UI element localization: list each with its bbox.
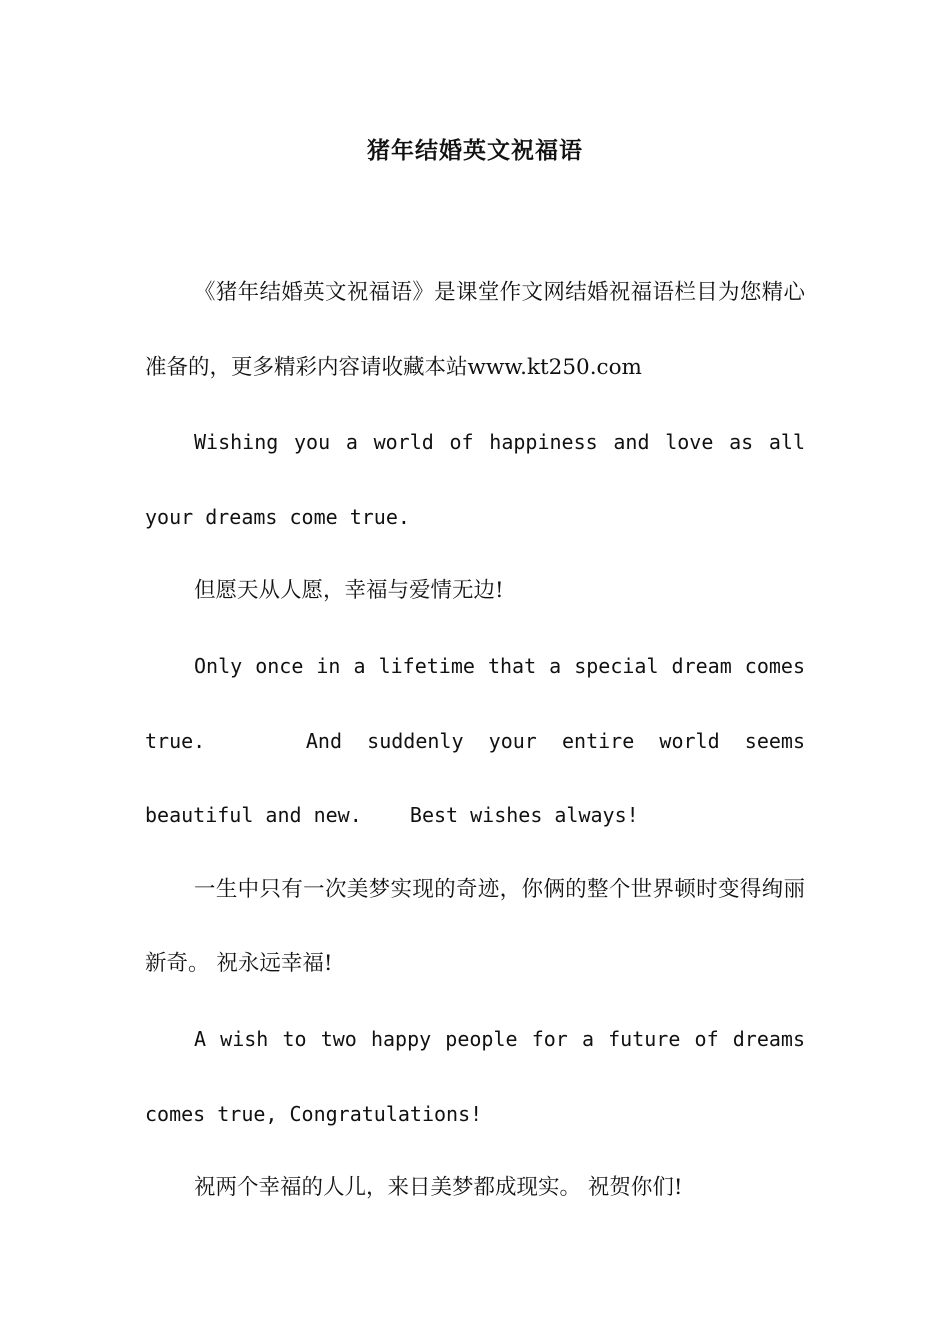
document-title: 猪年结婚英文祝福语 [367,137,583,164]
english-wish-2: Only once in a lifetime that a special dream comes true. And suddenly your entire world seems beautiful and new. Best wishes always! [145,653,818,828]
english-wish-1: Wishing you a world of happiness and love as all your dreams come true. [145,430,818,529]
chinese-wish-2: 一生中只有一次美梦实现的奇迹，你俩的整个世界顿时变得绚丽新奇。 祝永远幸福! [145,876,805,977]
chinese-wish-3: 祝两个幸福的人儿，来日美梦都成现实。 祝贺你们! [194,1175,683,1201]
english-wish-3: A wish to two happy people for a future of dreams comes true, Congratulations! [145,1026,818,1126]
document-body [145,256,818,1226]
intro-paragraph: 《猪年结婚英文祝福语》是课堂作文网结婚祝福语栏目为您精心准备的，更多精彩内容请收藏本站www.kt250.com [145,280,805,380]
chinese-wish-1: 但愿天从人愿，幸福与爱情无边! [194,578,504,604]
